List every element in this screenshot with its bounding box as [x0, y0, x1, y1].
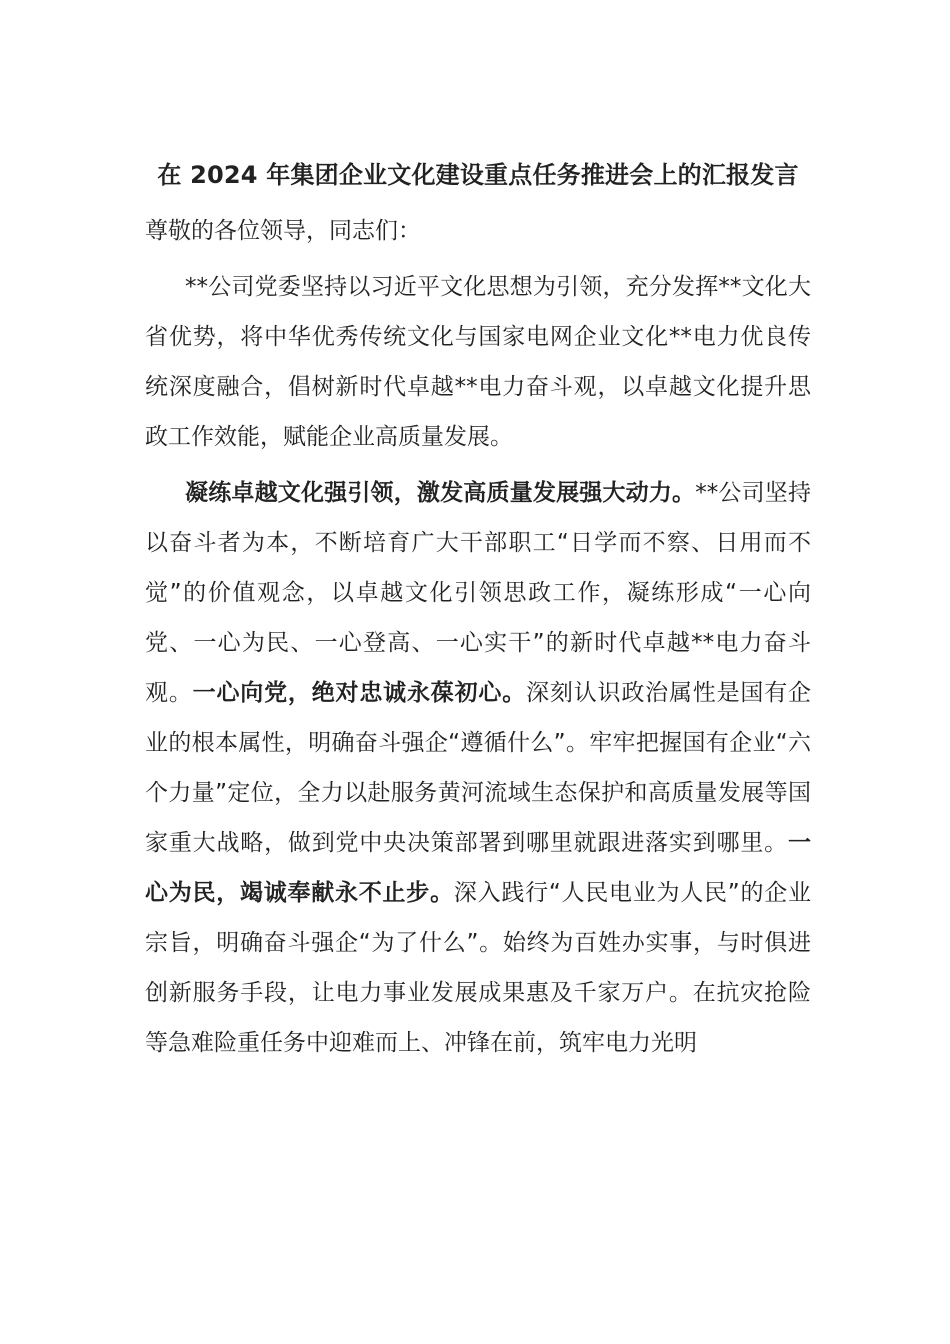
- section-text-3: 深入践行“人民电业为人民”的企业宗旨，明确奋斗强企“为了什么”。始终为百姓办实事，与时俱进创新服务手段，让电力事业发展成果惠及千家万户。在抗灾抢险等急难险重任务中迎难而上、冲锋在前，筑牢电力光明: [145, 880, 811, 1056]
- document-body: [145, 150, 811, 1068]
- greeting: 尊敬的各位领导，同志们：: [145, 218, 421, 244]
- section-text-1: **公司坚持以奋斗者为本，不断培育广大干部职工“日学而不察、日用而不觉”的价值观念，以卓越文化引领思政工作，凝练形成“一心向党、一心为民、一心登高、一心实干”的新时代卓越**电力奋斗观。: [145, 480, 812, 706]
- document-title: 在 2024 年集团企业文化建设重点任务推进会上的汇报发言: [157, 161, 799, 189]
- section-text-2: 深刻认识政治属性是国有企业的根本属性，明确奋斗强企“遵循什么”。牢牢把握国有企业“六个力量”定位，全力以赴服务黄河流域生态保护和高质量发展等国家重大战略，做到党中央决策部署到哪里就跟进落实到哪里。: [145, 680, 812, 856]
- section-heading: 凝练卓越文化强引领，激发高质量发展强大动力。: [185, 480, 696, 506]
- paragraph-culture: [145, 468, 811, 1068]
- subheading-people: 一心为民，竭诚奉献永不止步。: [145, 830, 811, 906]
- subheading-party: 一心向党，绝对忠诚永葆初心。: [192, 680, 527, 706]
- paragraph-intro: **公司党委坚持以习近平文化思想为引领，充分发挥**文化大省优势，将中华优秀传统文化与国家电网企业文化**电力优良传统深度融合，倡树新时代卓越**电力奋斗观，以卓越文化提升思政工作效能，赋能企业高质量发展。: [145, 274, 811, 450]
